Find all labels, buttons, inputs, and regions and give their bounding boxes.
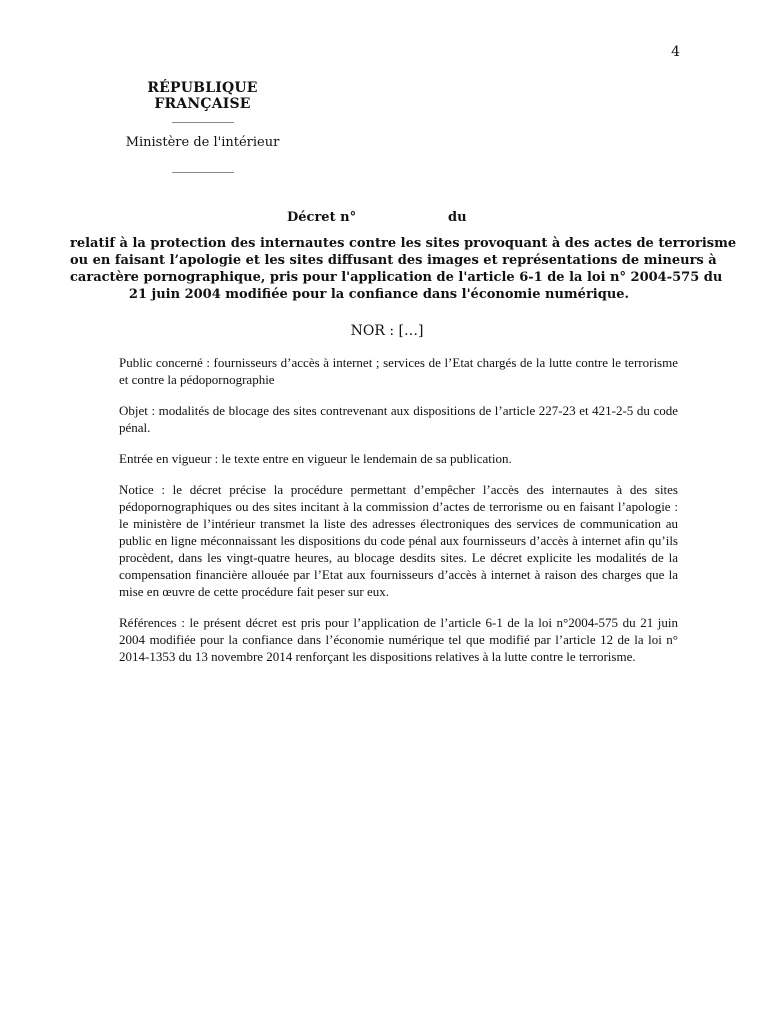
decree-title-line: ou en faisant l’apologie et les sites diffusant des images et représentations de mineurs à: [70, 253, 717, 268]
decree-title-line: caractère pornographique, pris pour l'application de l'article 6-1 de la loi n° 2004-575 du: [70, 270, 723, 285]
nor-reference: NOR : […]: [350, 323, 424, 339]
decree-title-line: relatif à la protection des internautes contre les sites provoquant à des actes de terrorisme: [70, 236, 737, 251]
decree-date-label: du: [448, 210, 467, 225]
header-divider-bottom: [172, 172, 234, 173]
paragraph-objet: Objet : modalités de blocage des sites contrevenant aux dispositions de l’article 227-23 et 421-2-5 du code pénal.: [119, 403, 678, 435]
ministry-name: Ministère de l'intérieur: [125, 135, 280, 150]
page-number: 4: [671, 44, 680, 60]
decree-title: [70, 235, 737, 303]
decree-label: Décret n°: [287, 210, 357, 225]
paragraph-notice: Notice : le décret précise la procédure permettant d’empêcher l’accès des internautes à des sites pédopornographiques ou des sites incitant à la commission d’actes de terrorisme ou en faisant l’apologie : le ministère de l’intérieur transmet la liste des adresses électroniques des services de communication au public en ligne méconnaissant les dispositions du code pénal aux fournisseurs d’accès à internet afin qu’ils procèdent, dans les vingt-quatre heures, au blocage desdits sites. Le décret explicite les modalités de la compensation financière allouée par l’Etat aux fournisseurs d’accès à internet à raison des charges que la mise en œuvre de cette procédure fait peser sur eux.: [119, 482, 678, 599]
document-header: [100, 80, 305, 173]
republic-heading: RÉPUBLIQUE FRANÇAISE: [147, 80, 258, 112]
paragraph-references: Références : le présent décret est pris pour l’application de l’article 6-1 de la loi n°2004-575 du 21 juin 2004 modifiée pour la confiance dans l’économie numérique tel que modifié par l’article 12 de la loi n° 2014-1353 du 13 novembre 2014 renforçant les dispositions relatives à la lutte contre le terrorisme.: [119, 615, 678, 664]
paragraph-entree-en-vigueur: Entrée en vigueur : le texte entre en vigueur le lendemain de sa publication.: [119, 451, 512, 466]
paragraph-public-concerne: Public concerné : fournisseurs d’accès à internet ; services de l’Etat chargés de la lutte contre le terrorisme et contre la pédopornographie: [119, 355, 678, 387]
decree-title-line: 21 juin 2004 modifiée pour la confiance dans l'économie numérique.: [128, 287, 630, 302]
header-divider-top: [172, 122, 234, 123]
decree-summary: [119, 354, 678, 679]
